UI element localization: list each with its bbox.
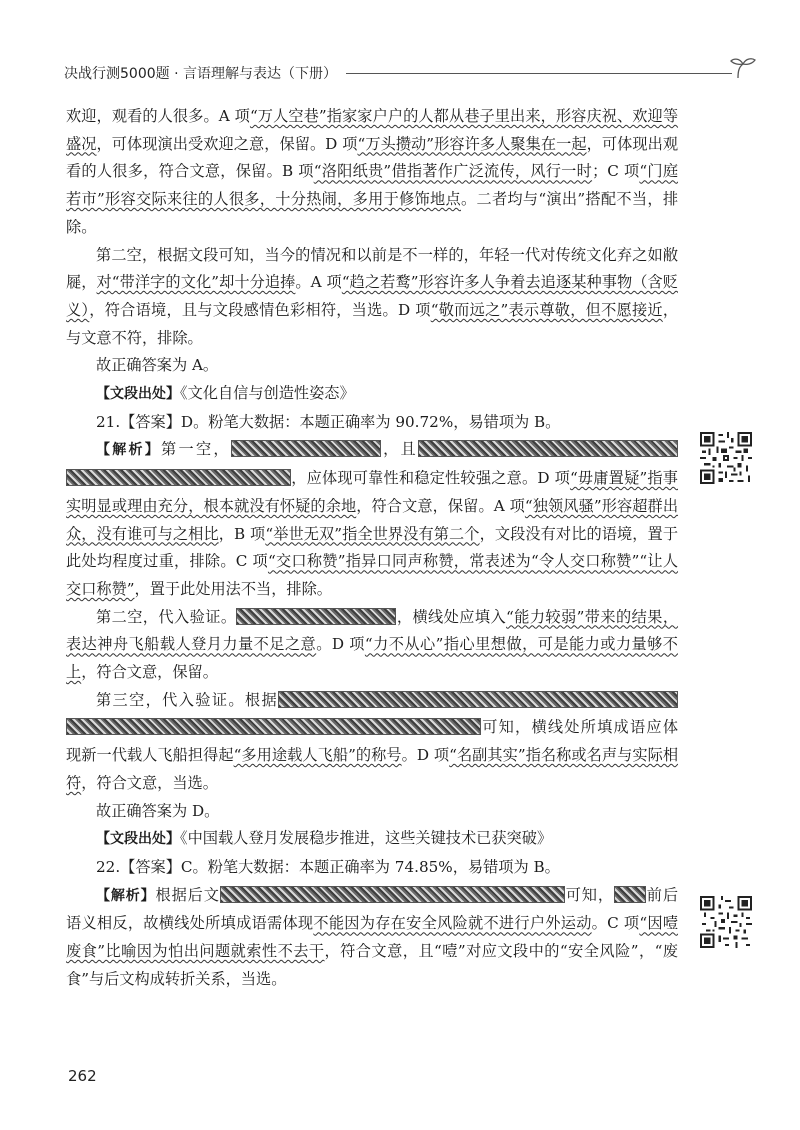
analysis-label: 【解析】	[96, 887, 156, 904]
question-22-answer: 22.【答案】C。粉笔大数据：本题正确率为 74.85%，易错项为 B。	[96, 857, 560, 876]
header-title: 决战行测5000题 · 言语理解与表达（下册）	[64, 66, 337, 82]
source-label: 【文段出处】	[96, 386, 180, 403]
source-label: 【文段出处】	[96, 831, 180, 848]
answer-21: 故正确答案为 D。	[96, 801, 220, 820]
analysis-21-third-blank: 第三空，代入验证。根据可知，横线处所填成语应体现新一代载人飞船担得起“多用途载人飞船”的称号。D 项“名副其实”指名称或名声与实际相符，符合文意，当选。	[66, 690, 679, 792]
running-header	[64, 55, 764, 83]
page-body	[66, 103, 678, 994]
redacted-text	[418, 440, 678, 457]
source-20: 【文段出处】《文化自信与创造性姿态》	[96, 384, 355, 403]
redacted-text	[66, 469, 291, 486]
analysis-label: 【解析】	[96, 442, 162, 459]
qr-code-22[interactable]	[700, 896, 752, 948]
redacted-text	[278, 691, 678, 708]
redacted-text	[220, 886, 565, 903]
answer-20: 故正确答案为 A。	[96, 356, 219, 375]
analysis-22: 【解析】根据后文 可知， 前后语义相反，故横线处所填成语需体现不能因为存在安全风险就不进行户外运动。C 项“因噎废食”比喻因为怕出问题就索性不去干，符合文意，且“噎”对应文段中的“安全风险”，“废食”与后文构成转折关系，当选。	[66, 885, 679, 988]
redacted-text	[66, 718, 481, 735]
source-21: 【文段出处】《中国载人登月发展稳步推进，这些关键技术已获突破》	[96, 829, 553, 848]
question-21-answer: 21.【答案】D。粉笔大数据：本题正确率为 90.72%，易错项为 B。	[96, 412, 561, 431]
page-number: 262	[68, 1067, 97, 1085]
sprout-icon	[729, 55, 757, 79]
analysis-21-first-blank: 【解析】第一空， ，且，应体现可靠性和稳定性较强之意。D 项“毋庸置疑”指事实明显或理由充分，根本就没有怀疑的余地，符合文意，保留。A 项“独领风骚”形容超群出众，没有谁可与之相比，B 项“举世无双”指全世界没有第二个，文段没有对比的语境，置于此处均程度过重，排除。C 项“交口称赞”指异口同声称赞，常表述为“令人交口称赞”“让人交口称赞”，置于此处用法不当，排除。	[66, 440, 679, 598]
header-rule	[346, 73, 732, 74]
redacted-text	[231, 440, 381, 457]
paragraph-20-second-blank: 第二空，根据文段可知，当今的情况和以前是不一样的，年轻一代对传统文化弃之如敝屣，对“带洋字的文化”却十分追捧。A 项“趋之若鹜”形容许多人争着去追逐某种事物（含贬义），符合语境，且与文段感情色彩相符，当选。D 项“敬而远之”表示尊敬，但不愿接近，与文意不符，排除。	[66, 245, 678, 347]
redacted-text	[614, 886, 646, 903]
qr-code-21[interactable]	[700, 432, 752, 484]
redacted-text	[236, 608, 396, 625]
analysis-21-second-blank: 第二空，代入验证。 ，横线处应填入“能力较弱”带来的结果，表达神舟飞船载人登月力量不足之意。D 项“力不从心”指心里想做，可是能力或力量够不上，符合文意，保留。	[66, 607, 679, 682]
paragraph-20-first-blank: 欢迎，观看的人很多。A 项“万人空巷”指家家户户的人都从巷子里出来，形容庆祝、欢迎等盛况，可体现演出受欢迎之意，保留。D 项“万头攒动”形容许多人聚集在一起，可体现出观看的人很多，符合文意，保留。B 项“洛阳纸贵”借指著作广泛流传，风行一时；C 项“门庭若市”形容交际来往的人很多，十分热闹，多用于修饰地点。二者均与“演出”搭配不当，排除。	[66, 107, 679, 236]
